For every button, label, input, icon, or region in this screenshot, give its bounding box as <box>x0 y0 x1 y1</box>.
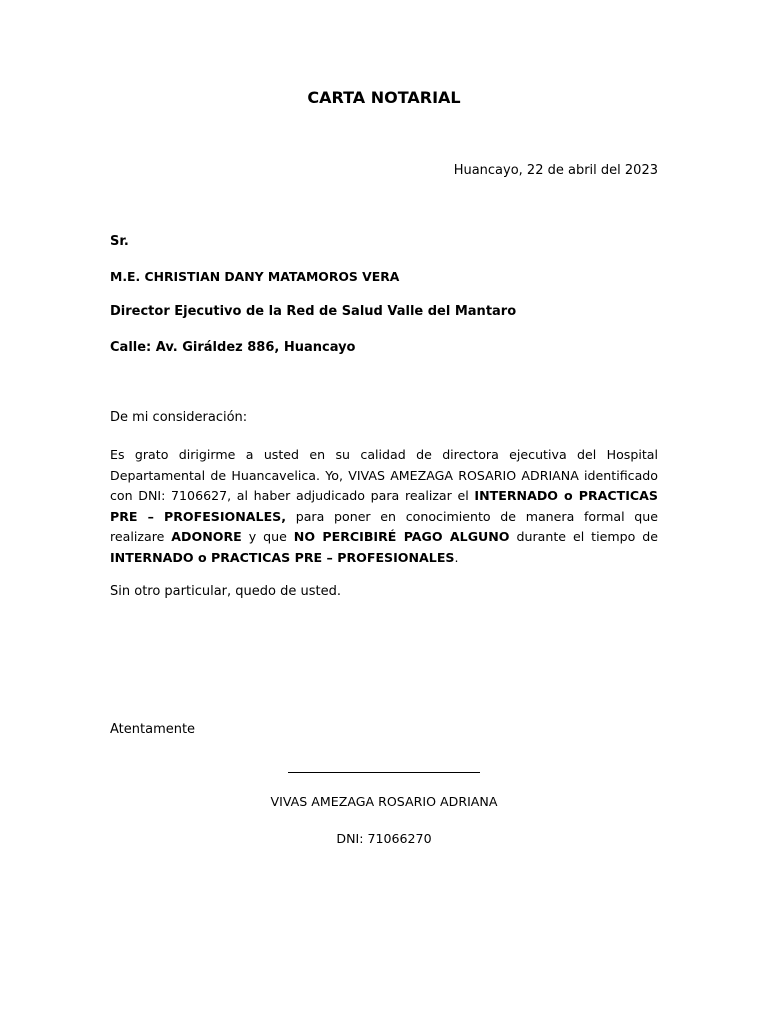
sign-off: Atentamente <box>110 722 196 737</box>
body-bold-text: ADONORE <box>171 529 242 545</box>
body-text: y que <box>241 529 294 545</box>
body-text: Es grato dirigirme a usted en su calidad de directora ejecutiva del Hospital Departamental de Huancavelica. Yo, VIVAS AMEZAGA ROSARIO ADRIANA identificado con DNI: 7106627, al haber adjudicado para realizar el <box>110 447 658 504</box>
closing-line: Sin otro particular, quedo de usted. <box>110 584 341 599</box>
signature-line <box>288 772 480 773</box>
body-bold-text: NO PERCIBIRÉ PAGO ALGUNO <box>293 529 510 545</box>
body-text: durante el tiempo de <box>509 529 658 545</box>
body-bold-text: INTERNADO o PRACTICAS PRE – PROFESIONALES <box>110 549 455 565</box>
letter-title: CARTA NOTARIAL <box>307 88 461 107</box>
signature-dni: DNI: 71066270 <box>336 831 432 846</box>
date-line: Huancayo, 22 de abril del 2023 <box>453 163 658 178</box>
signature-name: VIVAS AMEZAGA ROSARIO ADRIANA <box>270 794 498 809</box>
body-bold-text: INTERNADO o PRACTICAS PRE – PROFESIONALES, <box>110 488 658 524</box>
recipient-position: Director Ejecutivo de la Red de Salud Valle del Mantaro <box>110 304 517 319</box>
body-paragraph <box>110 445 658 569</box>
recipient-address: Calle: Av. Giráldez 886, Huancayo <box>110 340 356 355</box>
recipient-salutation: Sr. <box>110 234 129 249</box>
body-text: para poner en conocimiento de manera formal que realizare <box>110 508 658 545</box>
recipient-name: M.E. CHRISTIAN DANY MATAMOROS VERA <box>110 269 400 284</box>
greeting: De mi consideración: <box>110 410 248 425</box>
body-text: . <box>454 549 459 565</box>
